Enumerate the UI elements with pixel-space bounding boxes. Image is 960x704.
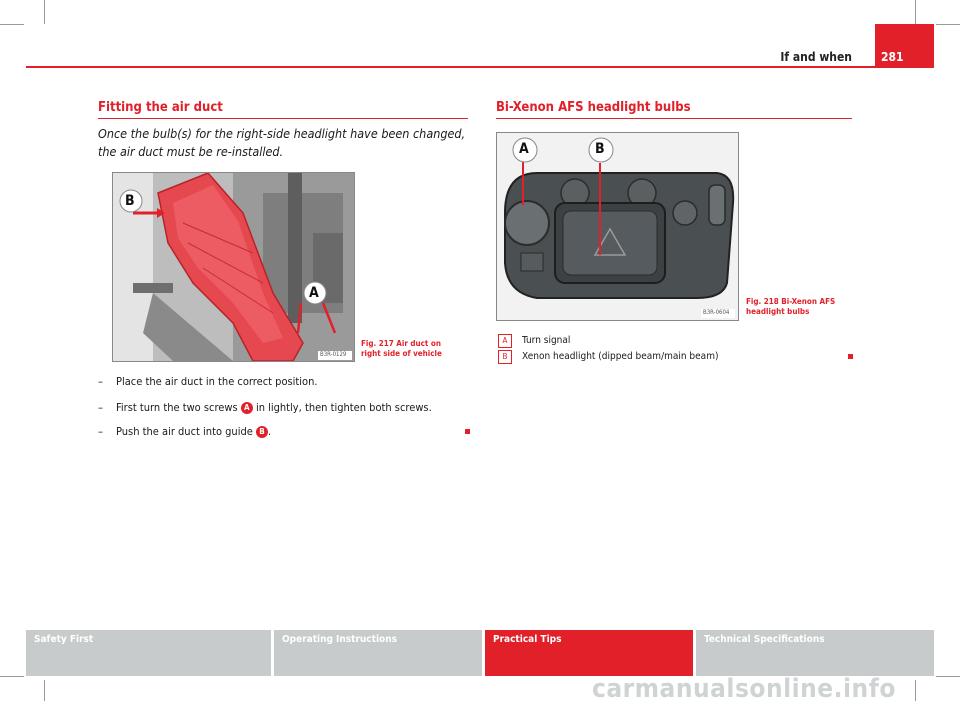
ref-b-badge: B [256,426,268,438]
step-text: First turn the two screws [116,401,238,414]
tab-safety-first[interactable] [26,630,271,676]
header-rule [26,66,934,68]
caption-line: Fig. 218 Bi-Xenon AFS [746,297,836,306]
caption-line: Fig. 217 Air duct on [361,339,441,348]
figure-caption-217 [361,339,442,359]
page-number-box [875,24,934,68]
caption-line: headlight bulbs [746,307,810,316]
step-text: in lightly, then tighten both screws. [255,401,432,414]
tab-operating-instructions[interactable] [274,630,482,676]
headlight-illustration [497,133,738,320]
tab-label: Practical Tips [493,634,562,645]
ref-a-badge: A [241,402,253,414]
tab-label: Safety First [34,634,94,645]
legend-text: Turn signal [522,335,571,346]
step-dash: – [98,401,103,414]
crop-mark [44,0,45,24]
tab-practical-tips[interactable] [485,630,693,676]
footer-tabs [26,630,934,676]
figure-code: B3R-0604 [703,309,730,316]
section-title-air-duct: Fitting the air duct [98,100,223,115]
legend-key: A [498,334,512,348]
legend-key: B [498,350,512,364]
crop-mark [936,676,960,677]
intro-text: Once the bulb(s) for the right-side headlight have been changed, the air duct must be re-installed. [98,126,466,159]
step-item [98,401,432,414]
crop-mark [0,676,24,677]
step-dash: – [98,375,103,388]
step-dash: – [98,425,103,438]
figure-caption-218 [746,297,835,317]
step-item [98,425,271,438]
callout-b: B [125,193,135,209]
end-mark [848,354,853,359]
legend-text: Xenon headlight (dipped beam/main beam) [522,351,719,362]
step-text: . [267,425,272,438]
section-title-bixenon: Bi-Xenon AFS headlight bulbs [496,100,691,115]
legend-item [498,350,718,364]
caption-line: right side of vehicle [361,349,442,358]
tab-label: Technical Specifications [704,634,825,645]
air-duct-illustration [113,173,354,361]
figure-air-duct [112,172,355,362]
page-number: 281 [881,50,904,64]
crop-mark [915,0,916,24]
callout-b: B [595,141,605,157]
figure-headlight [496,132,739,321]
step-text: Push the air duct into guide [116,425,253,438]
crop-mark [915,680,916,701]
watermark: carmanualsonline.info [592,674,896,704]
crop-mark [936,24,960,25]
crop-mark [44,680,45,701]
end-mark [465,429,470,434]
legend-item [498,334,570,348]
section-rule [98,118,468,119]
callout-a: A [309,285,319,301]
step-text: Place the air duct in the correct position. [116,375,318,388]
figure-code: B3R-0129 [320,351,347,358]
chapter-title: If and when [780,50,852,64]
section-rule [496,118,852,119]
step-item [98,375,318,388]
tab-technical-specifications[interactable] [696,630,934,676]
tab-label: Operating Instructions [282,634,397,645]
crop-mark [0,24,24,25]
callout-a: A [519,141,529,157]
